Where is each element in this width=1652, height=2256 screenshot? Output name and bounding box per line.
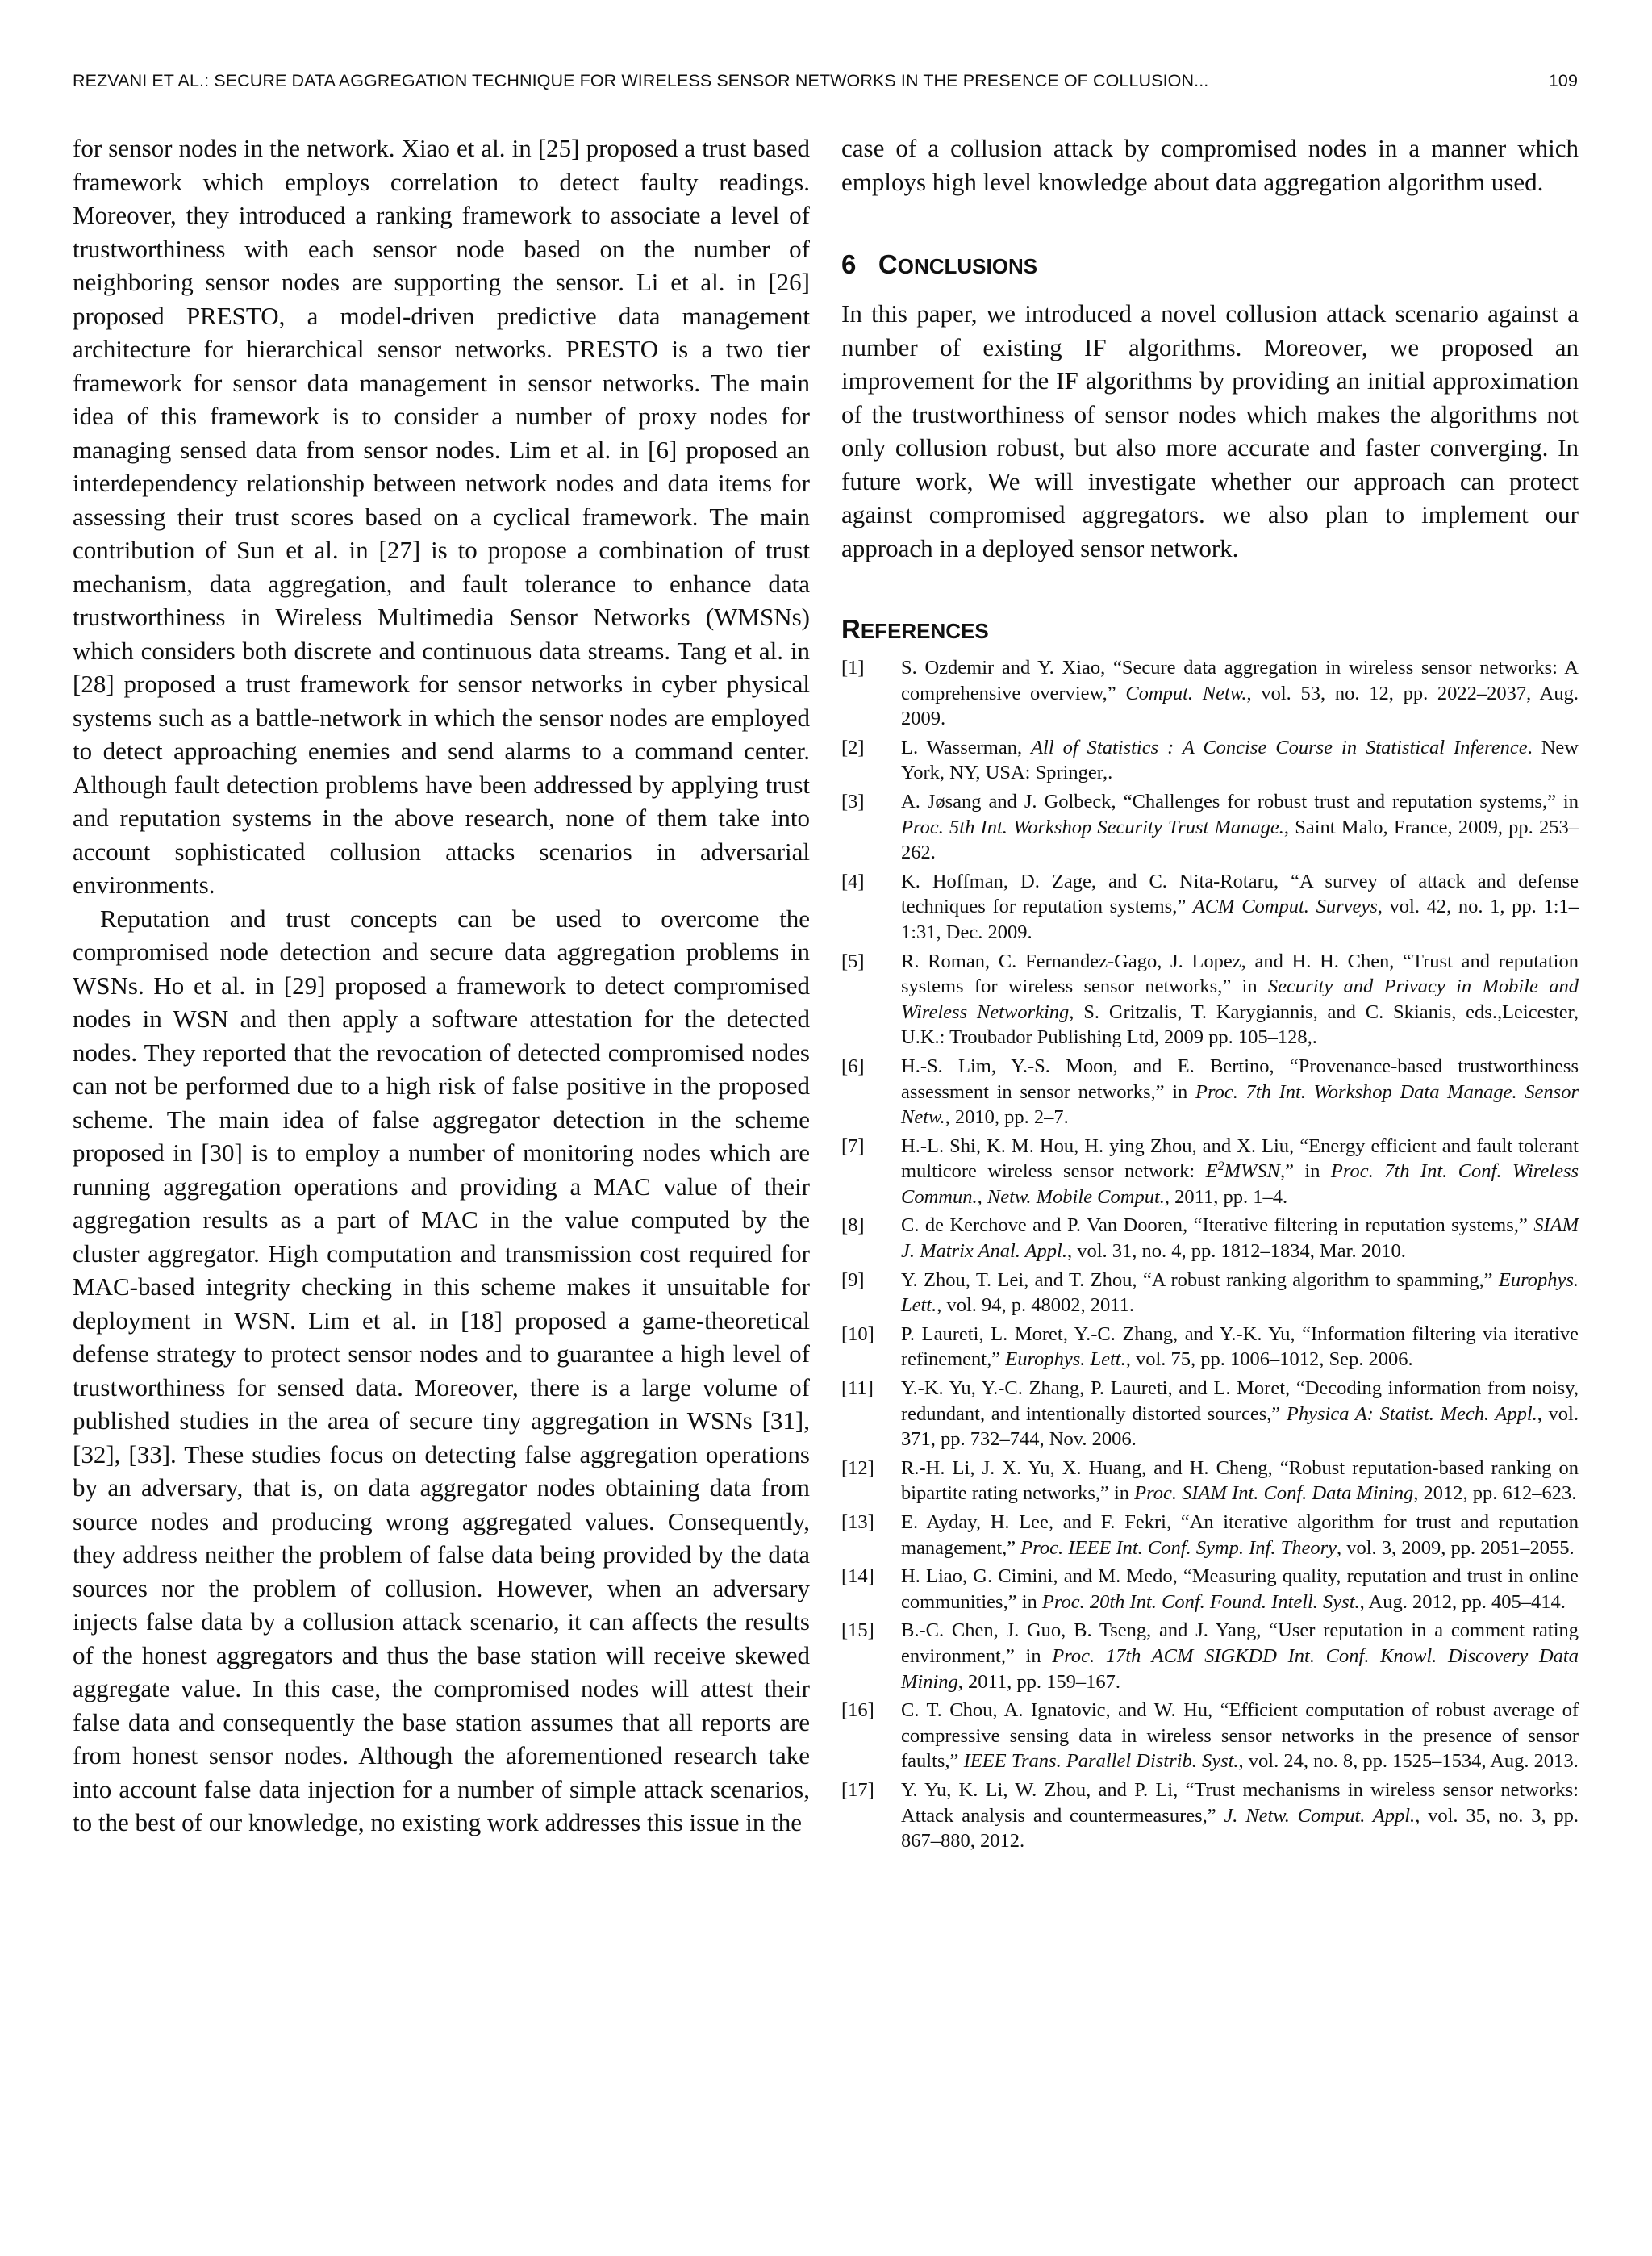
reference-text: R.-H. Li, J. X. Yu, X. Huang, and H. Cheng, “Robust reputation-based ranking on bipartite rating networks,” in [901, 1456, 1579, 1505]
section-title-initial: C [878, 249, 898, 279]
reference-item [841, 1213, 1579, 1264]
reference-venue: Europhys. Lett. [1005, 1348, 1126, 1371]
reference-venue: Security and Privacy in Mobile and Wireless Networking [901, 976, 1579, 1023]
reference-item [841, 949, 1579, 1051]
references-title-initial: R [841, 614, 861, 644]
conclusion-paragraph: In this paper, we introduced a novel collusion attack scenario against a number of existing IF algorithms. Moreover, we proposed an improvement for the IF algorithms by providing an initial approximation of the trustworthiness of sensor nodes which makes the algorithms not only collusion robust, but also more accurate and faster converging. In future work, We will investigate whether our approach can protect against compromised aggregators. we also plan to implement our approach in a deployed sensor network. [841, 299, 1579, 562]
reference-venue: SIAM J. Matrix Anal. Appl. [901, 1214, 1579, 1263]
reference-number: [13] [841, 1511, 874, 1533]
reference-text: C. de Kerchove and P. Van Dooren, “Iterative filtering in reputation systems,” [901, 1214, 1534, 1237]
reference-details: , Saint Malo, France, 2009, pp. 253–262. [901, 816, 1579, 864]
reference-text: A. Jøsang and J. Golbeck, “Challenges for robust trust and reputation systems,” in [901, 790, 1579, 813]
reference-text: P. Laureti, L. Moret, Y.-C. Zhang, and Y.-K. Yu, “Information filtering via iterative refinement,” [901, 1322, 1579, 1371]
section-number: 6 [841, 249, 857, 279]
reference-venue: Comput. Netw. [1125, 682, 1247, 704]
reference-venue: Proc. 17th ACM SIGKDD Int. Conf. Knowl. Discovery Data Mining [901, 1644, 1579, 1693]
reference-number: [8] [841, 1214, 865, 1237]
reference-details: , vol. 371, pp. 732–744, Nov. 2006. [901, 1402, 1579, 1451]
reference-number: [1] [841, 657, 865, 679]
section-title-rest: ONCLUSIONS [897, 254, 1038, 278]
reference-number: [10] [841, 1322, 874, 1345]
reference-venue: IEEE Trans. Parallel Distrib. Syst. [963, 1750, 1239, 1773]
reference-item [841, 789, 1579, 866]
reference-number: [11] [841, 1377, 874, 1400]
reference-item [841, 1510, 1579, 1560]
reference-text: Y.-K. Yu, Y.-C. Zhang, P. Laureti, and L. Moret, “Decoding information from noisy, redundant, and intentionally distorted sources,” [901, 1377, 1579, 1425]
reference-details: , vol. 35, no. 3, pp. 867–880, 2012. [901, 1804, 1579, 1853]
running-title: REZVANI ET AL.: SECURE DATA AGGREGATION TECHNIQUE FOR WIRELESS SENSOR NETWORKS IN THE PRESENCE OF COLLUSION... [73, 71, 1209, 90]
reference-venue: ACM Comput. Surveys [1192, 896, 1378, 918]
reference-details: , 2011, pp. 1–4. [1164, 1185, 1288, 1208]
reference-number: [16] [841, 1699, 874, 1722]
reference-superscript: 2 [1217, 1159, 1224, 1174]
reference-number: [3] [841, 790, 865, 813]
reference-details: , vol. 31, no. 4, pp. 1812–1834, Mar. 2010. [1066, 1240, 1406, 1263]
reference-item [841, 1322, 1579, 1372]
reference-item [841, 1564, 1579, 1615]
reference-venue: Europhys. Lett. [901, 1268, 1579, 1317]
reference-details: . New York, NY, USA: Springer,. [901, 736, 1579, 784]
reference-number: [6] [841, 1055, 865, 1077]
reference-details: , vol. 53, no. 12, pp. 2022–2037, Aug. 2009. [901, 682, 1579, 730]
right-column [841, 132, 1579, 1857]
reference-number: [17] [841, 1778, 874, 1801]
reference-number: [2] [841, 736, 865, 758]
reference-details: , vol. 94, p. 48002, 2011. [937, 1294, 1135, 1317]
reference-item [841, 1778, 1579, 1854]
reference-details: , vol. 42, no. 1, pp. 1:1–1:31, Dec. 2009. [901, 896, 1579, 943]
reference-text: E. Ayday, H. Lee, and F. Fekri, “An iterative algorithm for trust and reputation management,” [901, 1511, 1579, 1559]
body-paragraph: case of a collusion attack by compromised nodes in a manner which employs high level knowledge about data aggregation algorithm used. [841, 134, 1579, 196]
reference-number: [5] [841, 950, 865, 972]
page-number: 109 [1548, 71, 1578, 90]
reference-number: [9] [841, 1268, 865, 1291]
reference-text: K. Hoffman, D. Zage, and C. Nita-Rotaru, “A survey of attack and defense techniques for reputation systems,” [901, 870, 1579, 918]
reference-details: , Aug. 2012, pp. 405–414. [1359, 1590, 1566, 1613]
reference-text: L. Wasserman, [901, 736, 1032, 758]
section-heading-conclusions [841, 247, 1579, 284]
reference-item [841, 735, 1579, 786]
reference-list [841, 655, 1579, 1854]
reference-text: S. Ozdemir and Y. Xiao, “Secure data aggregation in wireless sensor networks: A comprehensive overview,” [901, 657, 1579, 704]
reference-venue: MWSN [1224, 1160, 1280, 1183]
reference-number: [4] [841, 870, 865, 892]
reference-venue: Physica A: Statist. Mech. Appl. [1286, 1402, 1537, 1425]
reference-number: [15] [841, 1619, 874, 1642]
reference-item [841, 1054, 1579, 1130]
reference-text: C. T. Chou, A. Ignatovic, and W. Hu, “Efficient computation of robust average of compressive sensing data in wireless sensor networks in the presence of sensor faults,” [901, 1699, 1579, 1773]
reference-details: , vol. 24, no. 8, pp. 1525–1534, Aug. 2013. [1238, 1750, 1579, 1773]
body-paragraph: for sensor nodes in the network. Xiao et al. in [25] proposed a trust based framework which employs correlation to detect faulty readings. Moreover, they introduced a ranking framework to associate a level of trustworthiness with each sensor node based on the number of neighboring sensor nodes are supporting the sensor. Li et al. in [26] proposed PRESTO, a model-driven predictive data management architecture for hierarchical sensor networks. PRESTO is a two tier framework for sensor data management in sensor networks. The main idea of this framework is to consider a number of proxy nodes for managing sensed data from sensor nodes. Lim et al. in [6] proposed an interdependency relationship between network nodes and data items for assessing their trust scores based on a cyclical framework. The main contribution of Sun et al. in [27] is to propose a combination of trust mechanism, data aggregation, and fault tolerance to enhance data trustworthiness in Wireless Multimedia Sensor Networks (WMSNs) which considers both discrete and continuous data streams. Tang et al. in [28] proposed a trust framework for sensor networks in cyber physical systems such as a battle-network in which the sensor nodes are employed to detect approaching enemies and send alarms to a command center. Although fault detection problems have been addressed by applying trust and reputation systems in the above research, none of them take into account sophisticated collusion attacks scenarios in adversarial environments. [73, 134, 810, 899]
reference-details: , vol. 3, 2009, pp. 2051–2055. [1337, 1536, 1575, 1559]
reference-number: [14] [841, 1565, 874, 1588]
reference-item [841, 869, 1579, 946]
reference-text: Y. Zhou, T. Lei, and T. Zhou, “A robust ranking algorithm to spamming,” [901, 1268, 1499, 1291]
reference-item [841, 1456, 1579, 1506]
reference-item [841, 1618, 1579, 1694]
reference-details: ,” in [1279, 1160, 1331, 1183]
reference-text: R. Roman, C. Fernandez-Gago, J. Lopez, and H. H. Chen, “Trust and reputation systems for wireless sensor networks,” in [901, 950, 1579, 998]
reference-text: B.-C. Chen, J. Guo, B. Tseng, and J. Yang, “User reputation in a comment rating environment,” in [901, 1619, 1579, 1667]
body-paragraph: Reputation and trust concepts can be used to overcome the compromised node detection and secure data aggregation problems in WSNs. Ho et al. in [29] proposed a framework to detect compromised nodes in WSN and then apply a software attestation for the detected nodes. They reported that the revocation of detected compromised nodes can not be performed due to a high risk of false positive in the proposed scheme. The main idea of false aggregator detection in the scheme proposed in [30] is to employ a number of monitoring nodes which are running aggregation operations and providing a MAC value of their aggregation results as a part of MAC in the value computed by the cluster aggregator. High computation and transmission cost required for MAC-based integrity checking in this scheme makes it unsuitable for deployment in WSN. Lim et al. in [18] proposed a game-theoretical defense strategy to protect sensor nodes and to guarantee a high level of trustworthiness for sensed data. Moreover, there is a large volume of published studies in the area of secure tiny aggregation in WSNs [31], [32], [33]. These studies focus on detecting false aggregation operations by an adversary, that is, on data aggregator nodes obtaining data from source nodes and producing wrong aggregated values. Consequently, they address neither the problem of false data being provided by the data sources nor the problem of collusion. However, when an adversary injects false data by a collusion attack scenario, it can affects the results of the honest aggregators and thus the base station will receive skewed aggregate value. In this case, the compromised nodes will attest their false data and consequently the base station assumes that all reports are from honest sensor nodes. Although the aforementioned research take into account false data injection for a number of simple attack scenarios, to the best of our knowledge, no existing work addresses this issue in the [73, 904, 810, 1836]
reference-item [841, 1698, 1579, 1774]
reference-text: Y. Yu, K. Li, W. Zhou, and P. Li, “Trust mechanisms in wireless sensor networks: Attack analysis and countermeasures,” [901, 1778, 1579, 1827]
reference-details: , 2010, pp. 2–7. [945, 1106, 1069, 1129]
reference-details: , 2011, pp. 159–167. [957, 1670, 1120, 1693]
references-heading [841, 612, 1579, 649]
reference-text: H. Liao, G. Cimini, and M. Medo, “Measuring quality, reputation and trust in online communities,” in [901, 1565, 1579, 1613]
reference-venue: Proc. 7th Int. Workshop Data Manage. Sensor Netw. [901, 1080, 1579, 1129]
reference-venue: J. Netw. Comput. Appl. [1224, 1804, 1416, 1827]
reference-venue: Proc. 5th Int. Workshop Security Trust Manage. [901, 816, 1284, 838]
reference-venue: Proc. IEEE Int. Conf. Symp. Inf. Theory [1020, 1536, 1337, 1559]
reference-venue: E [1205, 1160, 1218, 1183]
reference-details: , 2012, pp. 612–623. [1413, 1482, 1577, 1505]
reference-item [841, 1376, 1579, 1452]
reference-venue: All of Statistics : A Concise Course in Statistical Inference [1031, 736, 1528, 758]
reference-number: [7] [841, 1134, 865, 1157]
references-title-rest: EFERENCES [860, 619, 989, 643]
reference-venue: Proc. 7th Int. Conf. Wireless Commun., Netw. Mobile Comput. [901, 1160, 1579, 1208]
reference-text: H.-L. Shi, K. M. Hou, H. ying Zhou, and X. Liu, “Energy efficient and fault tolerant multicore wireless sensor network: [901, 1134, 1579, 1183]
reference-item [841, 1134, 1579, 1210]
reference-item [841, 1268, 1579, 1318]
reference-venue: Proc. SIAM Int. Conf. Data Mining [1134, 1482, 1414, 1505]
running-header [73, 71, 1578, 103]
reference-details: , vol. 75, pp. 1006–1012, Sep. 2006. [1125, 1348, 1413, 1371]
reference-details: , S. Gritzalis, T. Karygiannis, and C. Skianis, eds.,Leicester, U.K.: Troubador Publishing Ltd, 2009 pp. 105–128,. [901, 1001, 1579, 1049]
reference-text: H.-S. Lim, Y.-S. Moon, and E. Bertino, “Provenance-based trustworthiness assessment in sensor networks,” in [901, 1055, 1579, 1103]
reference-item [841, 655, 1579, 732]
reference-number: [12] [841, 1456, 874, 1479]
reference-venue: Proc. 20th Int. Conf. Found. Intell. Syst. [1041, 1590, 1360, 1613]
left-column [73, 132, 810, 1840]
